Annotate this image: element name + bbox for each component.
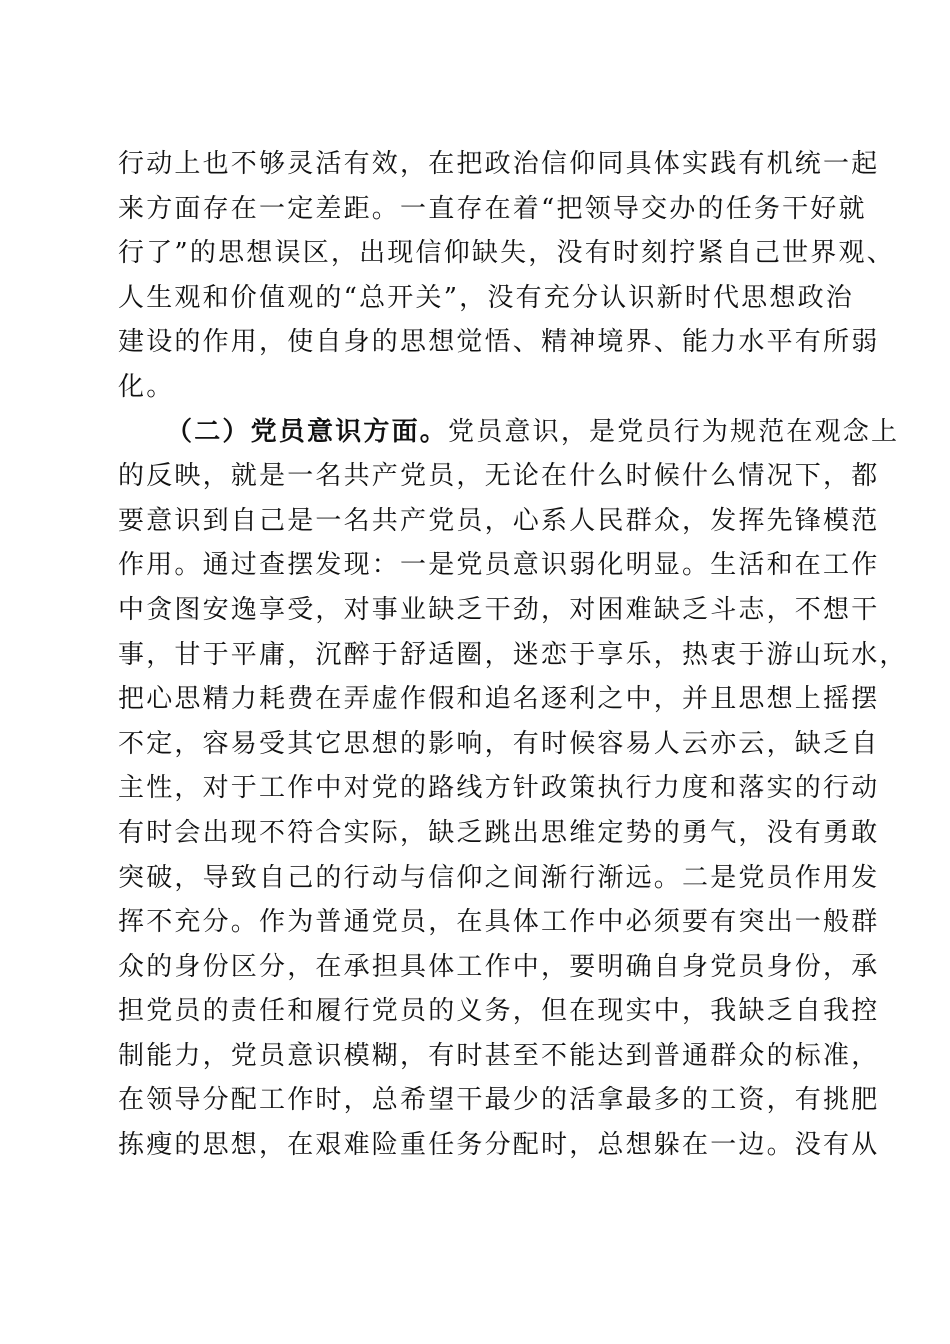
- text-span: 党员意识，是党员行为规范在观念上: [448, 416, 900, 447]
- paragraph-party-awareness: [118, 410, 908, 1168]
- text-line: 制能力，党员意识模糊，有时甚至不能达到普通群众的标准，: [118, 1040, 880, 1071]
- text-line: 在领导分配工作时，总希望干最少的活拿最多的工资，有挑肥: [118, 1085, 880, 1116]
- text-line: 作用。通过查摆发现：一是党员意识弱化明显。生活和在工作: [118, 550, 880, 581]
- text-line: 事，甘于平庸，沉醉于舒适圈，迷恋于享乐，热衷于游山玩水，: [118, 639, 908, 670]
- paragraph-political-belief: [118, 142, 895, 410]
- text-line: 突破，导致自己的行动与信仰之间渐行渐远。二是党员作用发: [118, 862, 880, 893]
- text-line: 拣瘦的思想，在艰难险重任务分配时，总想躲在一边。没有从: [118, 1130, 880, 1161]
- text-line: 主性，对于工作中对党的路线方针政策执行力度和落实的行动: [118, 773, 880, 804]
- text-line: 有时会出现不符合实际，缺乏跳出思维定势的勇气，没有勇敢: [118, 817, 880, 848]
- text-line: 建设的作用，使自身的思想觉悟、精神境界、能力水平有所弱: [118, 327, 880, 358]
- text-line: 行了”的思想误区，出现信仰缺失，没有时刻拧紧自己世界观、: [118, 238, 895, 269]
- text-line: 担党员的责任和履行党员的义务，但在现实中，我缺乏自我控: [118, 996, 880, 1027]
- text-line: 中贪图安逸享受，对事业缺乏干劲，对困难缺乏斗志，不想干: [118, 594, 880, 625]
- text-line: 挥不充分。作为普通党员，在具体工作中必须要有突出一般群: [118, 907, 880, 938]
- text-line: 化。: [118, 371, 175, 402]
- text-line: 来方面存在一定差距。一直存在着“把领导交办的任务干好就: [118, 193, 867, 224]
- text-line: 把心思精力耗费在弄虚作假和追名逐利之中，并且思想上摇摆: [118, 684, 880, 715]
- section-heading: （二）党员意识方面。: [166, 416, 449, 447]
- text-line: 人生观和价值观的“总开关”，没有充分认识新时代思想政治: [118, 282, 854, 313]
- text-line: 不定，容易受其它思想的影响，有时候容易人云亦云，缺乏自: [118, 728, 880, 759]
- paragraph-first-line: [118, 410, 900, 455]
- text-line: 众的身份区分，在承担具体工作中，要明确自身党员身份，承: [118, 951, 880, 982]
- text-line: 要意识到自己是一名共产党员，心系人民群众，发挥先锋模范: [118, 505, 880, 536]
- document-body: [118, 142, 908, 1168]
- text-line: 的反映，就是一名共产党员，无论在什么时候什么情况下，都: [118, 461, 880, 492]
- text-line: 行动上也不够灵活有效，在把政治信仰同具体实践有机统一起: [118, 149, 880, 179]
